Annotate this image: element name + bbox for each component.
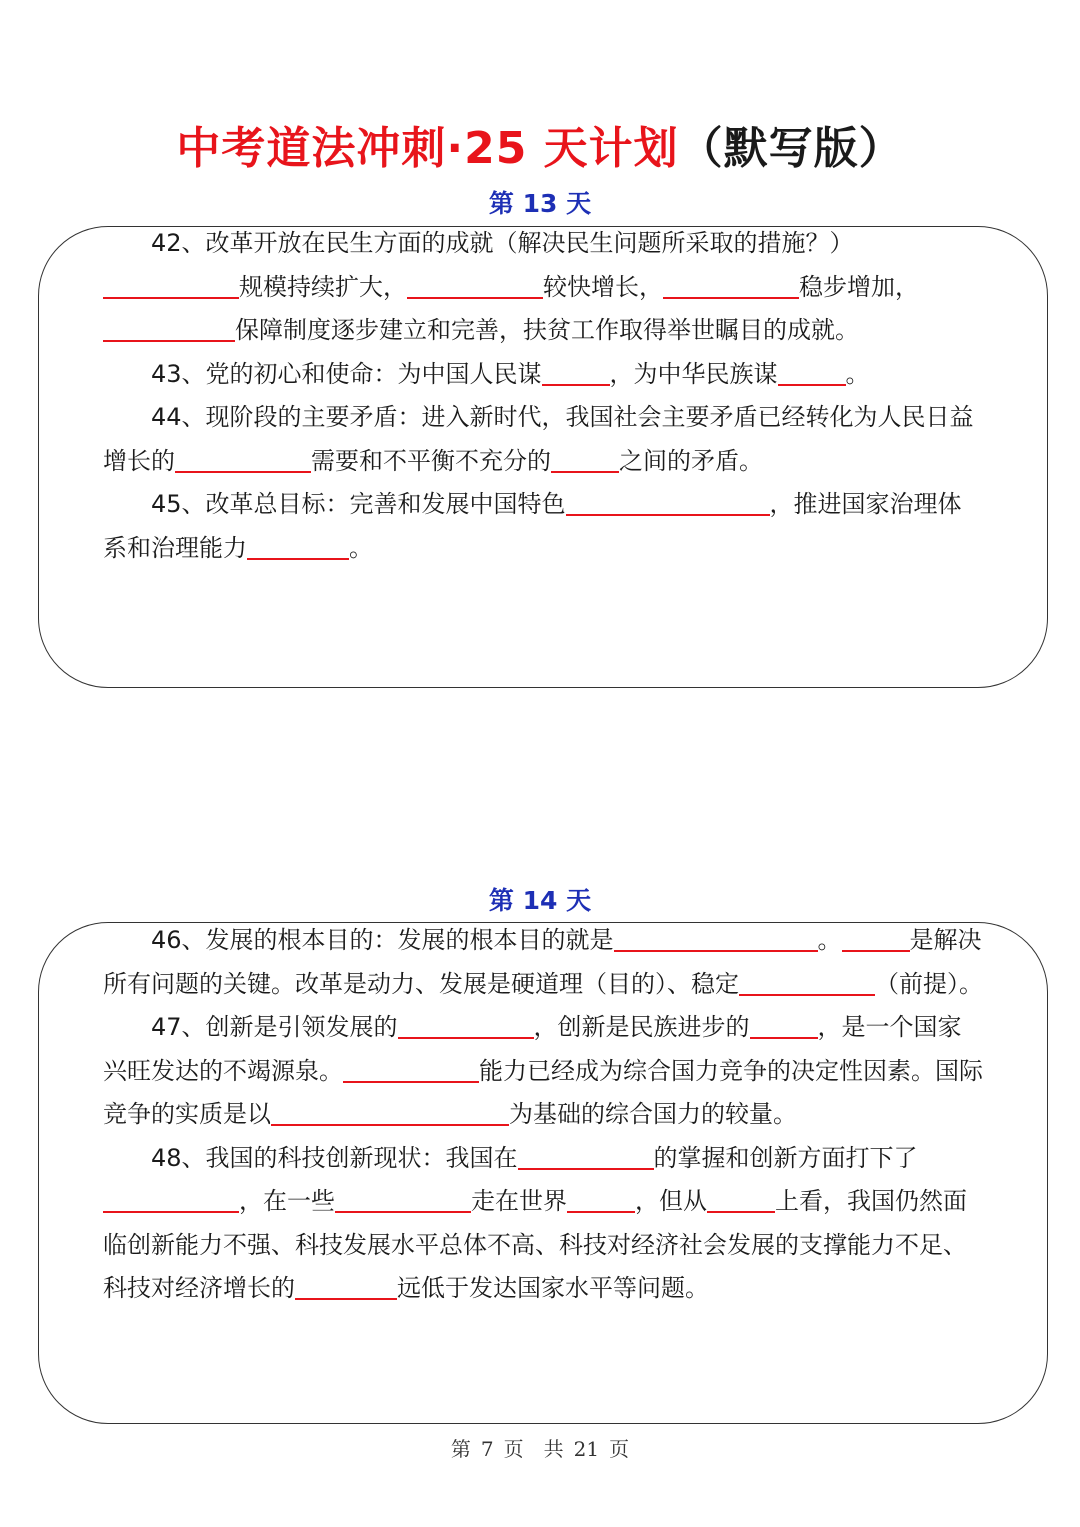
blank[interactable] (271, 1094, 509, 1126)
blank[interactable] (567, 1181, 635, 1213)
page-title (0, 112, 1080, 176)
blank[interactable] (778, 354, 846, 386)
blank[interactable] (343, 1051, 479, 1083)
blank[interactable] (175, 441, 311, 473)
blank[interactable] (335, 1181, 471, 1213)
day-14-heading: 第 14 天 (488, 886, 592, 915)
blank[interactable] (542, 354, 610, 386)
blank[interactable] (614, 920, 818, 952)
footer-text: 页 (609, 1437, 630, 1461)
total-page-number: 21 (573, 1437, 600, 1461)
question-46: 46、发展的根本目的：发展的根本目的就是 。 是解决所有问题的关键。改革是动力、发展是硬道理（目的）、稳定 （前提）。 (103, 919, 983, 1006)
day-13-heading: 第 13 天 (488, 189, 592, 218)
question-44: 44、现阶段的主要矛盾：进入新时代，我国社会主要矛盾已经转化为人民日益增长的 需要和不平衡不充分的 之间的矛盾。 (103, 403, 974, 475)
blank[interactable] (566, 484, 770, 516)
page-footer (0, 1433, 1080, 1462)
blank[interactable] (750, 1007, 818, 1039)
question-43: 43、党的初心和使命：为中国人民谋 ，为中华民族谋 。 (103, 353, 983, 397)
question-48: 48、我国的科技创新现状：我国在 的掌握和创新方面打下了，在一些 走在世界 ，但从 上看，我国仍然面临创新能力不强、科技发展水平总体不高、科技对经济社会发展的支撑能力不足、科技对经济增长的 远低于发达国家水平等问题。 (103, 1137, 983, 1311)
blank[interactable] (103, 1181, 239, 1213)
blank[interactable] (398, 1007, 534, 1039)
question-47: 47、创新是引领发展的 ，创新是民族进步的 ，是一个国家兴旺发达的不竭源泉。 能力已经成为综合国力竞争的决定性因素。国际竞争的实质是以 为基础的综合国力的较量。 (103, 1006, 983, 1137)
blank[interactable] (103, 267, 239, 299)
blank[interactable] (663, 267, 799, 299)
title-main: 中考道法冲刺·25 天计划 (176, 123, 679, 174)
question-45: 45、改革总目标：完善和发展中国特色 ，推进国家治理体系和治理能力 。 (103, 483, 983, 570)
current-page-number: 7 (480, 1437, 494, 1461)
blank[interactable] (103, 310, 235, 342)
footer-text: 页 共 (503, 1437, 564, 1461)
blank[interactable] (407, 267, 543, 299)
footer-text: 第 (450, 1437, 471, 1461)
blank[interactable] (842, 920, 910, 952)
blank[interactable] (551, 441, 619, 473)
day-14-content (103, 919, 983, 1311)
title-suffix: （默写版） (678, 123, 904, 174)
blank[interactable] (247, 528, 349, 560)
blank[interactable] (739, 964, 875, 996)
blank[interactable] (707, 1181, 775, 1213)
day-13-content (103, 222, 983, 570)
blank[interactable] (295, 1268, 397, 1300)
question-42: 42、改革开放在民生方面的成就（解决民生问题所采取的措施？）规模持续扩大， 较快增长， 稳步增加，保障制度逐步建立和完善，扶贫工作取得举世瞩目的成就。 (103, 222, 983, 353)
blank[interactable] (518, 1138, 654, 1170)
